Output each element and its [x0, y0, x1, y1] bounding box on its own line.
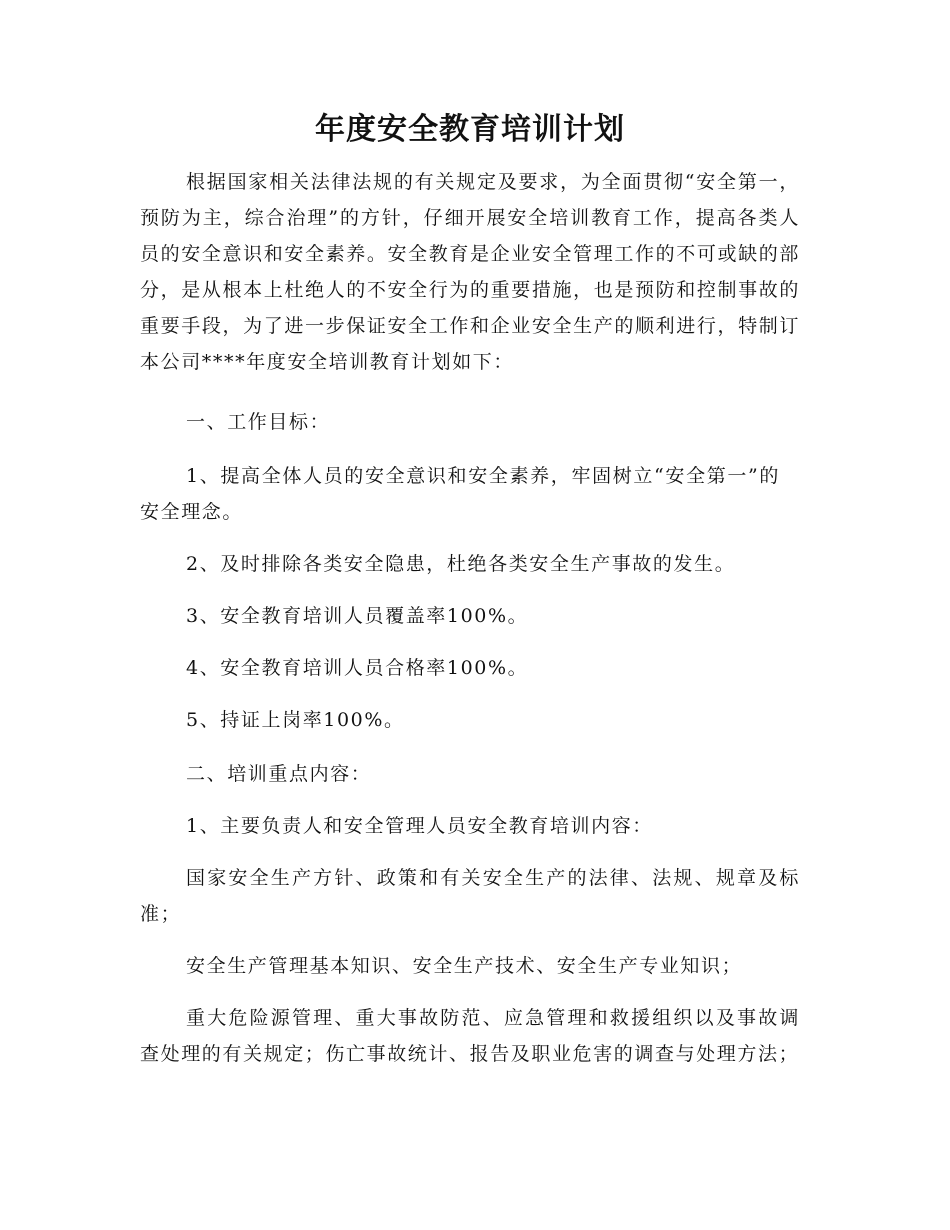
intro-paragraph: 根据国家相关法律法规的有关规定及要求，为全面贯彻“安全第一，预防为主，综合治理”的方针，仔细开展安全培训教育工作，提高各类人员的安全意识和安全素养。安全教育是企业安全管理工作的不可或缺的部分，是从根本上杜绝人的不安全行为的重要措施，也是预防和控制事故的重要手段，为了进一步保证安全工作和企业安全生产的顺利进行，特制订本公司****年度安全培训教育计划如下：: [140, 171, 800, 373]
section-heading-goals: 一、工作目标：: [186, 411, 331, 433]
section-heading-content: 二、培训重点内容：: [186, 763, 372, 785]
goal-item-1: 1、提高全体人员的安全意识和安全素养，牢固树立“安全第一”的安全理念。: [140, 465, 780, 523]
goal-item-5: 5、持证上岗率100%。: [186, 709, 405, 731]
goal-item-3: 3、安全教育培训人员覆盖率100%。: [186, 605, 529, 627]
content-paragraph-knowledge: 安全生产管理基本知识、安全生产技术、安全生产专业知识；: [186, 955, 743, 977]
content-item-1-heading: 1、主要负责人和安全管理人员安全教育培训内容：: [186, 815, 653, 837]
goal-item-2: 2、及时排除各类安全隐患，杜绝各类安全生产事故的发生。: [186, 553, 736, 575]
content-paragraph-laws: 国家安全生产方针、政策和有关安全生产的法律、法规、规章及标准；: [140, 867, 800, 925]
goal-item-4: 4、安全教育培训人员合格率100%。: [186, 657, 529, 679]
document-title: 年度安全教育培训计划: [315, 112, 625, 147]
content-paragraph-hazards: 重大危险源管理、重大事故防范、应急管理和救援组织以及事故调查处理的有关规定；伤亡事故统计、报告及职业危害的调查与处理方法；: [140, 1007, 800, 1065]
